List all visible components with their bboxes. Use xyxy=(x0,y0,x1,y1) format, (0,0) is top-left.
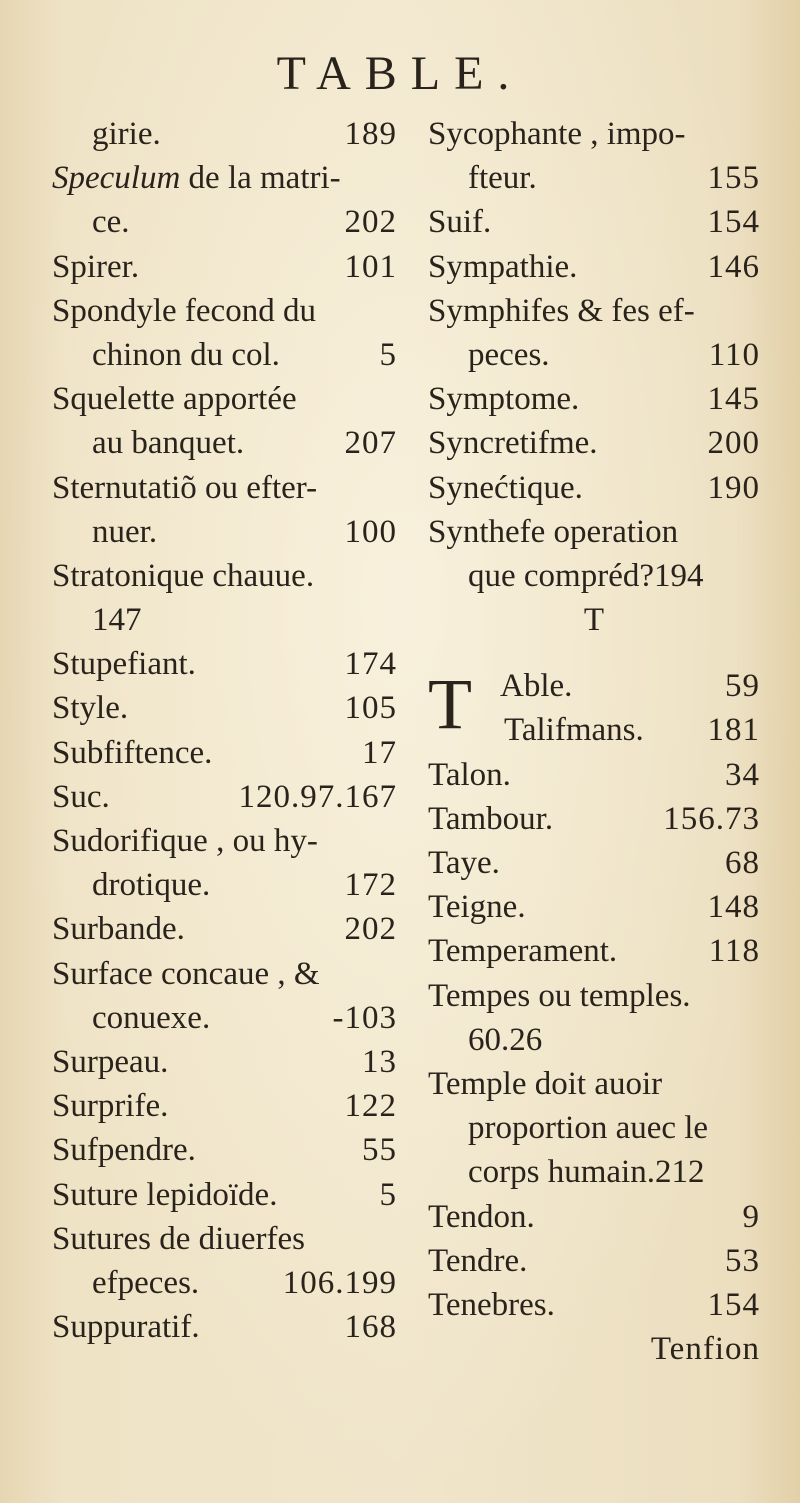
catchword: Tenfion xyxy=(650,1331,760,1368)
index-entry-text: conuexe. xyxy=(92,999,211,1036)
index-entry xyxy=(52,686,397,730)
index-entry xyxy=(52,731,397,775)
index-entry xyxy=(52,510,397,554)
index-entry-italic: Speculum xyxy=(52,160,181,197)
index-entry-text: Subfiftence. xyxy=(52,734,213,771)
index-entry-text: Sudorifique , ou hy- xyxy=(52,823,318,859)
index-entry-page: 155 xyxy=(707,160,760,197)
index-entry-text: Surpeau. xyxy=(52,1043,169,1080)
index-entry xyxy=(428,1150,760,1194)
index-entry xyxy=(428,289,760,333)
index-entry xyxy=(428,974,760,1018)
index-entry xyxy=(428,1195,760,1239)
index-entry-text: Surface concaue , & xyxy=(52,955,320,992)
index-entry xyxy=(428,1062,760,1106)
index-entry-text: corps humain.212 xyxy=(468,1154,705,1191)
index-entry-text: Talon. xyxy=(428,756,511,793)
index-entry xyxy=(428,1283,760,1327)
index-entry xyxy=(428,421,760,465)
index-entry xyxy=(52,245,397,289)
index-entry xyxy=(52,1128,397,1172)
index-entry-text: drotique. xyxy=(92,867,211,904)
index-entry xyxy=(52,1173,397,1217)
index-entry xyxy=(52,156,397,200)
index-entry-text: Stupefiant. xyxy=(52,646,196,683)
index-entry-text: Synthefe operation xyxy=(428,513,679,550)
index-entry xyxy=(428,708,760,752)
index-entry-page: 106.199 xyxy=(282,1264,397,1301)
index-entry xyxy=(52,819,397,863)
index-entry-text: au banquet. xyxy=(92,425,245,462)
index-entry-text: Squelette apportée xyxy=(52,381,297,418)
index-entry-page: 168 xyxy=(344,1309,397,1346)
index-entry-text: Sutures de diuerfes xyxy=(52,1220,305,1257)
index-entry-text: Speculum de la matri- xyxy=(52,160,341,197)
index-entry xyxy=(52,775,397,819)
index-entry-text: fteur. xyxy=(468,160,537,197)
index-entry xyxy=(428,466,760,510)
index-entry-page: 181 xyxy=(707,712,760,749)
page-title: TABLE. xyxy=(276,47,524,100)
index-entry-page: 148 xyxy=(707,889,760,926)
index-entry xyxy=(428,377,760,421)
index-entry-text: Sycophante , impo- xyxy=(428,116,686,152)
index-entry-page: 174 xyxy=(344,646,397,683)
index-entry-page: 34 xyxy=(725,756,760,793)
index-entry-page: 189 xyxy=(344,116,397,152)
index-entry xyxy=(52,333,397,377)
index-entry xyxy=(52,289,397,333)
index-entry xyxy=(52,952,397,996)
index-entry-page: 105 xyxy=(344,690,397,727)
index-entry-page: 154 xyxy=(707,204,760,241)
index-entry-text: proportion auec le xyxy=(468,1110,709,1147)
index-entry-text: Temple doit auoir xyxy=(428,1065,663,1102)
index-entry xyxy=(52,1084,397,1128)
index-entry-text: Tempes ou temples. xyxy=(428,977,691,1014)
index-entry xyxy=(428,200,760,244)
index-entry xyxy=(52,863,397,907)
index-entry xyxy=(52,554,397,598)
index-entry-text: Synećtique. xyxy=(428,469,583,506)
index-entry-text: Spondyle fecond du xyxy=(52,292,316,329)
index-entry xyxy=(428,1239,760,1283)
index-entry-page: 190 xyxy=(707,469,760,506)
right-index-column xyxy=(428,112,760,1371)
index-entry-text: Sufpendre. xyxy=(52,1132,196,1169)
index-entry-page: 118 xyxy=(708,933,760,970)
index-entry-page: 101 xyxy=(344,248,397,285)
left-index-column xyxy=(52,112,397,1349)
index-entry-text: Surprife. xyxy=(52,1088,169,1125)
index-entry xyxy=(428,333,760,377)
index-entry-text: Symptome. xyxy=(428,381,580,418)
index-entry-text: Tambour. xyxy=(428,800,554,837)
index-entry-page: 122 xyxy=(344,1088,397,1125)
index-entry xyxy=(52,1040,397,1084)
index-entry-page: 207 xyxy=(344,425,397,462)
index-entry-page: 53 xyxy=(725,1242,760,1279)
index-entry-page: 100 xyxy=(344,513,397,550)
index-entry-text: que compréd?194 xyxy=(468,557,704,594)
index-entry xyxy=(428,554,760,598)
index-entry-text: Suppuratif. xyxy=(52,1309,200,1346)
index-entry-page: 200 xyxy=(707,425,760,462)
index-entry-text: Stratonique chauue. xyxy=(52,557,315,594)
index-entry-page: 146 xyxy=(707,248,760,285)
index-entry-page: 202 xyxy=(344,911,397,948)
index-entry-text: Teigne. xyxy=(428,889,526,926)
index-entry-text: 147 xyxy=(92,602,142,639)
index-entry-text: Tendre. xyxy=(428,1242,528,1279)
index-entry-page: 59 xyxy=(725,668,760,705)
index-entry xyxy=(428,664,760,708)
index-entry-text: Suc. xyxy=(52,778,110,815)
index-entry-text: ce. xyxy=(92,204,130,241)
index-entry-page: 68 xyxy=(725,845,760,881)
section-letter: T xyxy=(583,602,605,639)
index-entry xyxy=(428,1106,760,1150)
index-entry xyxy=(52,642,397,686)
index-entry-text: Syncretifme. xyxy=(428,425,598,462)
index-entry-text: Sternutatiõ ou efter- xyxy=(52,469,318,506)
index-entry-text: Suif. xyxy=(428,204,492,241)
index-entry xyxy=(428,245,760,289)
index-entry xyxy=(428,753,760,797)
index-entry xyxy=(52,466,397,510)
index-entry-text: Symphifes & fes ef- xyxy=(428,292,695,329)
index-entry-text: nuer. xyxy=(92,513,158,550)
index-entry-page: 9 xyxy=(742,1198,760,1235)
index-entry-page: 5 xyxy=(379,1176,397,1213)
index-entry-page: 17 xyxy=(362,734,397,771)
index-entry-page: 156.73 xyxy=(663,800,760,837)
index-entry-text: Temperament. xyxy=(428,933,618,970)
index-entry-page: 202 xyxy=(344,204,397,241)
index-entry-text: Style. xyxy=(52,690,129,727)
index-entry-text: Spirer. xyxy=(52,248,140,285)
index-entry xyxy=(428,841,760,885)
index-entry-page: -103 xyxy=(332,999,397,1036)
index-entry xyxy=(52,996,397,1040)
index-entry xyxy=(428,510,760,554)
index-entry xyxy=(52,377,397,421)
index-entry xyxy=(52,1305,397,1349)
index-entry xyxy=(52,112,397,156)
index-entry-text: girie. xyxy=(92,116,161,152)
index-entry-text: Able. xyxy=(500,668,573,705)
index-entry-text: Talifmans. xyxy=(504,712,644,749)
index-entry-text: chinon du col. xyxy=(92,336,280,373)
index-entry-page: 172 xyxy=(344,867,397,904)
index-entry-page: 120.97.167 xyxy=(238,778,397,815)
index-entry xyxy=(428,1018,760,1062)
index-entry-page: 5 xyxy=(379,336,397,373)
index-entry-text: Surbande. xyxy=(52,911,185,948)
index-entry xyxy=(52,421,397,465)
index-entry-text: Sympathie. xyxy=(428,248,578,285)
index-entry-page: 110 xyxy=(708,336,760,373)
index-entry-text: Taye. xyxy=(428,845,500,881)
index-entry xyxy=(52,1217,397,1261)
index-entry xyxy=(428,156,760,200)
index-entry-text: peces. xyxy=(468,336,550,373)
index-entry-text: Tenebres. xyxy=(428,1286,555,1323)
index-entry-text: efpeces. xyxy=(92,1264,200,1301)
index-entry-page: 145 xyxy=(707,381,760,418)
index-entry-page: 55 xyxy=(362,1132,397,1169)
index-entry-page: 13 xyxy=(362,1043,397,1080)
index-entry xyxy=(52,907,397,951)
index-entry-text: Suture lepidoïde. xyxy=(52,1176,278,1213)
index-entry-page: 154 xyxy=(707,1286,760,1323)
index-entry-text: Tendon. xyxy=(428,1198,535,1235)
index-entry xyxy=(52,598,397,642)
index-entry-text: 60.26 xyxy=(468,1021,543,1058)
index-entry xyxy=(428,112,760,156)
index-entry xyxy=(428,885,760,929)
index-entry xyxy=(52,1261,397,1305)
index-entry xyxy=(52,200,397,244)
drop-cap: T xyxy=(428,664,472,745)
index-entry xyxy=(428,929,760,973)
index-entry xyxy=(428,797,760,841)
